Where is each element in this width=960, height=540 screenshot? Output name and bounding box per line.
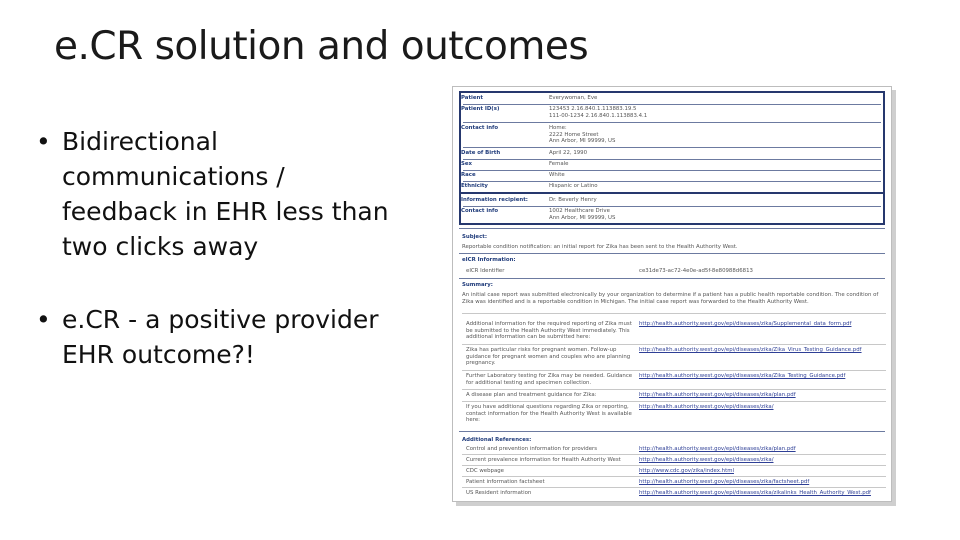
table-rule: [462, 313, 886, 314]
table-rule: [462, 454, 886, 455]
row-label: Contact info: [461, 125, 499, 131]
row-link[interactable]: http://health.authority.west.gov/epi/diseases/zika/Supplemental_data_form.pdf: [639, 321, 852, 327]
ecr-identifier-label: eICR Identifier: [466, 268, 505, 274]
row-divider: [463, 122, 881, 123]
row-label: Contact info: [461, 208, 499, 214]
bullet-item: [36, 302, 416, 372]
row-label: Patient: [461, 95, 483, 101]
bullet-line: e.CR - a positive provider: [62, 305, 379, 334]
section-divider: [459, 278, 885, 279]
row-link[interactable]: http://health.authority.west.gov/epi/diseases/zika/factsheet.pdf: [639, 479, 810, 485]
bullet-line: two clicks away: [62, 232, 259, 261]
row-description: If you have additional questions regarding Zika or reporting, contact information for the Health Authority West is available here:: [466, 404, 632, 424]
row-description: Zika has particular risks for pregnant women. Follow-up guidance for pregnant women and couples who are planning pregnancy.: [466, 347, 631, 367]
subject-text: Reportable condition notification: an initial report for Zika has been sent to the Health Authority West.: [462, 244, 738, 250]
section-divider: [459, 253, 885, 254]
row-description: Patient information factsheet: [466, 479, 545, 485]
row-divider: [463, 181, 881, 182]
row-value: White: [549, 172, 565, 178]
table-rule: [462, 465, 886, 466]
row-label: Information recipient:: [461, 197, 528, 203]
table-rule: [462, 344, 886, 345]
table-rule: [462, 370, 886, 371]
row-value: 1002 Healthcare Drive Ann Arbor, MI 99999, US: [549, 208, 616, 221]
table-rule: [462, 389, 886, 390]
subject-heading: Subject:: [462, 234, 488, 240]
row-label: Ethnicity: [461, 183, 488, 189]
row-label: Date of Birth: [461, 150, 501, 156]
row-divider: [463, 170, 881, 171]
row-value: 123453 2.16.840.1.113883.19.5 111-00-1234 2.16.840.1.113883.4.1: [549, 106, 648, 119]
bullet-list: [36, 124, 416, 410]
summary-table: [462, 313, 886, 437]
row-link[interactable]: http://www.cdc.gov/zika/index.html: [639, 468, 734, 474]
bullet-dot: •: [36, 127, 51, 156]
references-heading: Additional References:: [462, 437, 532, 443]
bullet-line: EHR outcome?!: [62, 340, 255, 369]
patient-info-box: [459, 91, 885, 225]
slide-title: e.CR solution and outcomes: [54, 24, 589, 69]
table-rule: [462, 476, 886, 477]
row-divider: [463, 159, 881, 160]
ecr-heading: eICR Information:: [462, 257, 516, 263]
row-description: CDC webpage: [466, 468, 505, 474]
bullet-line: communications /: [62, 162, 285, 191]
row-value: Hispanic or Latino: [549, 183, 598, 189]
reportability-response-document: [452, 86, 892, 502]
row-divider: [463, 147, 881, 148]
row-value: Home: 2222 Home Street Ann Arbor, MI 99999, US: [549, 125, 616, 145]
table-rule: [462, 401, 886, 402]
row-description: Current prevalence information for Health Authority West: [466, 457, 621, 463]
row-value: April 22, 1990: [549, 150, 588, 156]
row-link[interactable]: http://health.authority.west.gov/epi/diseases/zika/Zika_Virus_Testing_Guidance.pdf: [639, 347, 862, 353]
row-link[interactable]: http://health.authority.west.gov/epi/diseases/zika/plan.pdf: [639, 446, 796, 452]
row-description: A disease plan and treatment guidance for Zika:: [466, 392, 597, 398]
row-divider: [463, 206, 881, 207]
row-description: Further Laboratory testing for Zika may be needed. Guidance for additional testing and specimen collection.: [466, 373, 633, 386]
section-divider: [459, 228, 885, 229]
summary-heading: Summary:: [462, 282, 493, 288]
row-value: Dr. Beverly Henry: [549, 197, 597, 203]
bullet-line: feedback in EHR less than: [62, 197, 389, 226]
row-divider: [463, 104, 881, 105]
row-value: Everywoman, Eve: [549, 95, 598, 101]
row-link[interactable]: http://health.authority.west.gov/epi/diseases/zika/plan.pdf: [639, 392, 796, 398]
summary-text: An initial case report was submitted electronically by your organization to determine if a patient has a public health reportable condition. The condition of Zika was identified and is a reportable condition in Michigan. The initial case report was forwarded to the Health Authority West.: [462, 292, 879, 305]
table-rule: [462, 487, 886, 488]
section-divider: [461, 192, 883, 194]
row-value: Female: [549, 161, 569, 167]
row-link[interactable]: http://health.authority.west.gov/epi/diseases/zika/: [639, 457, 774, 463]
row-link[interactable]: http://health.authority.west.gov/epi/diseases/zika/Zika_Testing_Guidance.pdf: [639, 373, 846, 379]
bullet-dot: •: [36, 305, 51, 334]
row-label: Race: [461, 172, 476, 178]
row-link[interactable]: http://health.authority.west.gov/epi/diseases/zika/: [639, 404, 774, 410]
row-description: Control and prevention information for providers: [466, 446, 598, 452]
row-link[interactable]: http://health.authority.west.gov/epi/diseases/zika/zikalinks_Health_Authority_West.pdf: [639, 490, 871, 496]
row-description: Additional information for the required reporting of Zika must be submitted to the Health Authority West immediately. This additional information can be submitted here:: [466, 321, 632, 341]
row-description: US Resident information: [466, 490, 532, 496]
bullet-line: Bidirectional: [62, 127, 218, 156]
row-label: Patient ID(s): [461, 106, 500, 112]
ecr-identifier-value: ce31de73-ac72-4e0e-ad5f-8e80988d6813: [639, 268, 753, 274]
row-label: Sex: [461, 161, 473, 167]
section-divider: [459, 431, 885, 432]
bullet-item: [36, 124, 416, 264]
references-table: [462, 445, 886, 501]
